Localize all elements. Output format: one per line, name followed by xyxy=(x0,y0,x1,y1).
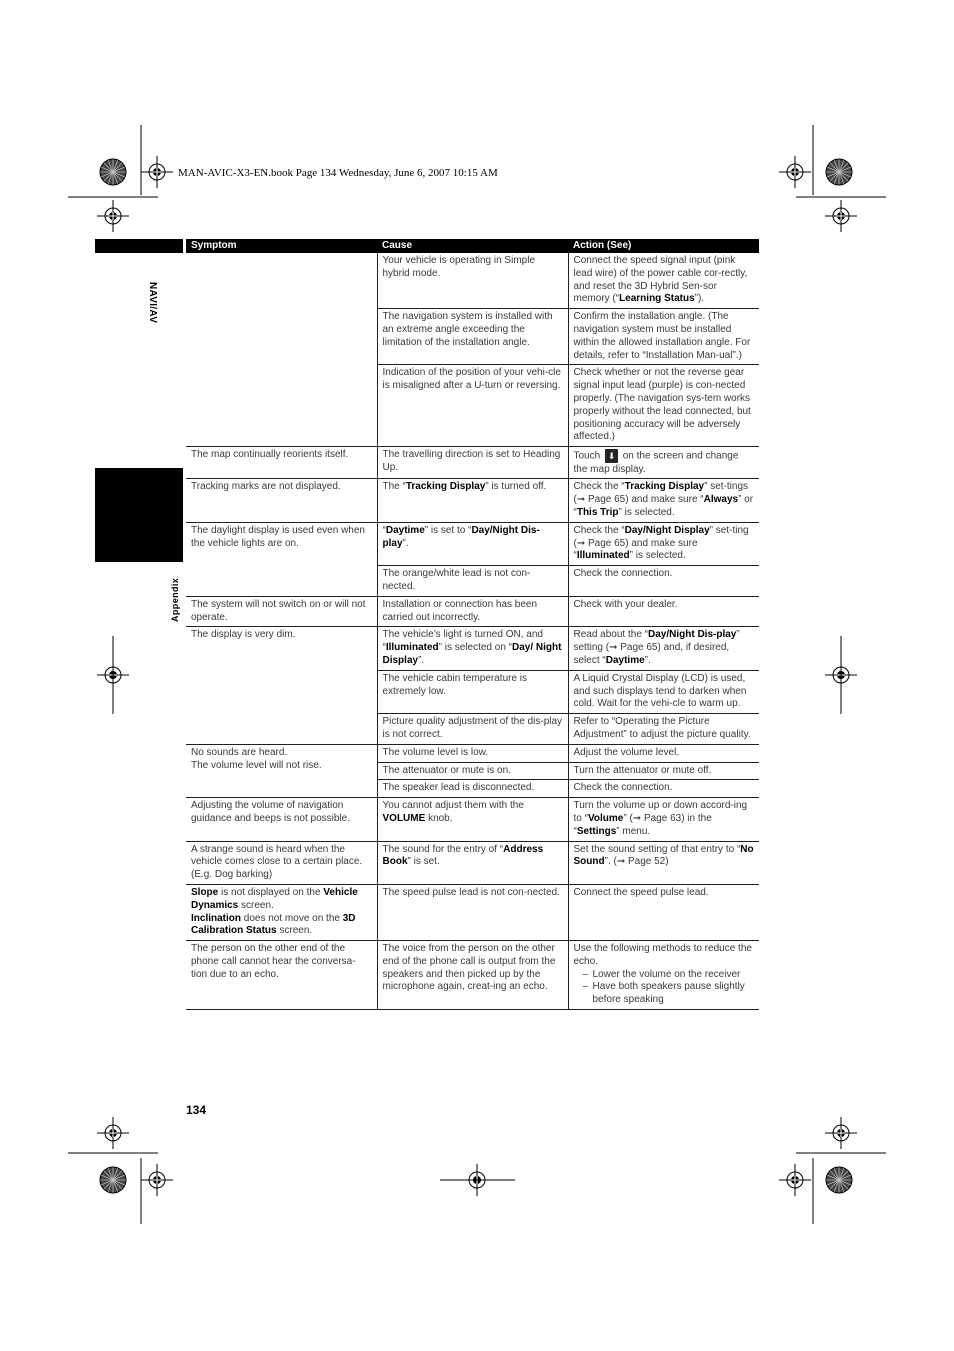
cause-cell: “Daytime” is set to “Day/Night Dis-play”. xyxy=(377,522,568,565)
action-cell: Check the “Tracking Display” set-tings (➞ Page 65) and make sure “Always” or “This Trip” is selected. xyxy=(568,479,759,522)
cause-cell: The speaker lead is disconnected. xyxy=(377,780,568,798)
action-cell: Turn the attenuator or mute off. xyxy=(568,762,759,780)
action-cell: Refer to “Operating the Picture Adjustment” to adjust the picture quality. xyxy=(568,714,759,745)
symptom-cell: Adjusting the volume of navigation guidance and beeps is not possible. xyxy=(186,798,377,841)
print-header-line: MAN-AVIC-X3-EN.book Page 134 Wednesday, June 6, 2007 10:15 AM xyxy=(178,167,498,179)
cause-cell: The vehicle’s light is turned ON, and “Illuminated” is selected on “Day/ Night Display”. xyxy=(377,627,568,670)
cause-cell: The voice from the person on the other end of the phone call is output from the speakers and then picked up by the microphone again, creat-ing an echo. xyxy=(377,941,568,1010)
symptom-cell: A strange sound is heard when the vehicle comes close to a certain place. (E.g. Dog barking) xyxy=(186,841,377,884)
symptom-cell: Tracking marks are not displayed. xyxy=(186,479,377,522)
list-item: – Lower the volume on the receiver xyxy=(582,968,741,980)
cause-cell: The sound for the entry of “Address Book” is set. xyxy=(377,841,568,884)
action-cell: Set the sound setting of that entry to “No Sound”. (➞ Page 52) xyxy=(568,841,759,884)
cause-cell: The navigation system is installed with an extreme angle exceeding the limitation of the installation angle. xyxy=(377,309,568,365)
action-cell: Check the connection. xyxy=(568,566,759,597)
symptom-cell: Slope is not displayed on the Vehicle Dynamics screen. Inclination does not move on the 3D Calibration Status screen. xyxy=(186,884,377,940)
cause-cell: Your vehicle is operating in Simple hybrid mode. xyxy=(377,253,568,309)
action-cell: Read about the “Day/Night Dis-play” setting (➞ Page 65) and, if desired, select “Daytime”. xyxy=(568,627,759,670)
cause-cell: The attenuator or mute is on. xyxy=(377,762,568,780)
action-cell: Use the following methods to reduce the echo. – Lower the volume on the receiver – Have both speakers pause slightly before speaking xyxy=(568,941,759,1010)
action-cell: Touch ⬇ on the screen and change the map display. xyxy=(568,447,759,479)
action-cell: Turn the volume up or down accord-ing to “Volume” (➞ Page 63) in the “Settings” menu. xyxy=(568,798,759,841)
action-header: Action (See) xyxy=(568,239,759,253)
cause-cell: You cannot adjust them with the VOLUME knob. xyxy=(377,798,568,841)
action-cell: Confirm the installation angle. (The navigation system must be installed within the allowed installation angle. For details, refer to “Installation Man-ual”.) xyxy=(568,309,759,365)
cause-cell: The speed pulse lead is not con-nected. xyxy=(377,884,568,940)
action-cell: Check the connection. xyxy=(568,780,759,798)
action-cell: Connect the speed pulse lead. xyxy=(568,884,759,940)
chapter-tab-label: Appendix xyxy=(170,577,180,622)
action-cell: Connect the speed signal input (pink lead wire) of the power cable cor-rectly, and reset the 3D Hybrid Sen-sor memory (“Learning Status”). xyxy=(568,253,759,309)
section-tab-label: NAVI/AV xyxy=(147,282,158,324)
cause-cell: The travelling direction is set to Heading Up. xyxy=(377,447,568,479)
symptom-header: Symptom xyxy=(186,239,377,253)
list-item: – Have both speakers pause slightly before speaking xyxy=(582,981,745,1006)
cause-header: Cause xyxy=(377,239,568,253)
cause-cell: The “Tracking Display” is turned off. xyxy=(377,479,568,522)
action-cell: Check with your dealer. xyxy=(568,596,759,627)
symptom-cell: The map continually reorients itself. xyxy=(186,447,377,479)
symptom-cell: The display is very dim. xyxy=(186,627,377,744)
cause-cell: The vehicle cabin temperature is extremely low. xyxy=(377,670,568,713)
cause-cell: The orange/white lead is not con-nected. xyxy=(377,566,568,597)
symptom-cell: No sounds are heard. The volume level will not rise. xyxy=(186,744,377,797)
symptom-cell: The person on the other end of the phone call cannot hear the conversa-tion due to an echo. xyxy=(186,941,377,1010)
map-orientation-icon: ⬇ xyxy=(605,449,618,463)
action-cell: Check whether or not the reverse gear signal input lead (purple) is con-nected properly. (The navigation sys-tem works properly without the lead connected, but positioning accuracy will be adversely affected.) xyxy=(568,365,759,447)
cause-cell: Installation or connection has been carried out incorrectly. xyxy=(377,596,568,627)
cause-cell: The volume level is low. xyxy=(377,744,568,762)
action-cell: A Liquid Crystal Display (LCD) is used, and such displays tend to darken when cold. Wait for the vehi-cle to warm up. xyxy=(568,670,759,713)
cause-cell: Indication of the position of your vehi-cle is misaligned after a U-turn or reversing. xyxy=(377,365,568,447)
symptom-cell: The daylight display is used even when the vehicle lights are on. xyxy=(186,522,377,596)
page-number: 134 xyxy=(186,1103,207,1117)
symptom-cell: The system will not switch on or will not operate. xyxy=(186,596,377,627)
action-cell: Check the “Day/Night Display” set-ting (➞ Page 65) and make sure “Illuminated” is selected. xyxy=(568,522,759,565)
cause-cell: Picture quality adjustment of the dis-play is not correct. xyxy=(377,714,568,745)
action-cell: Adjust the volume level. xyxy=(568,744,759,762)
